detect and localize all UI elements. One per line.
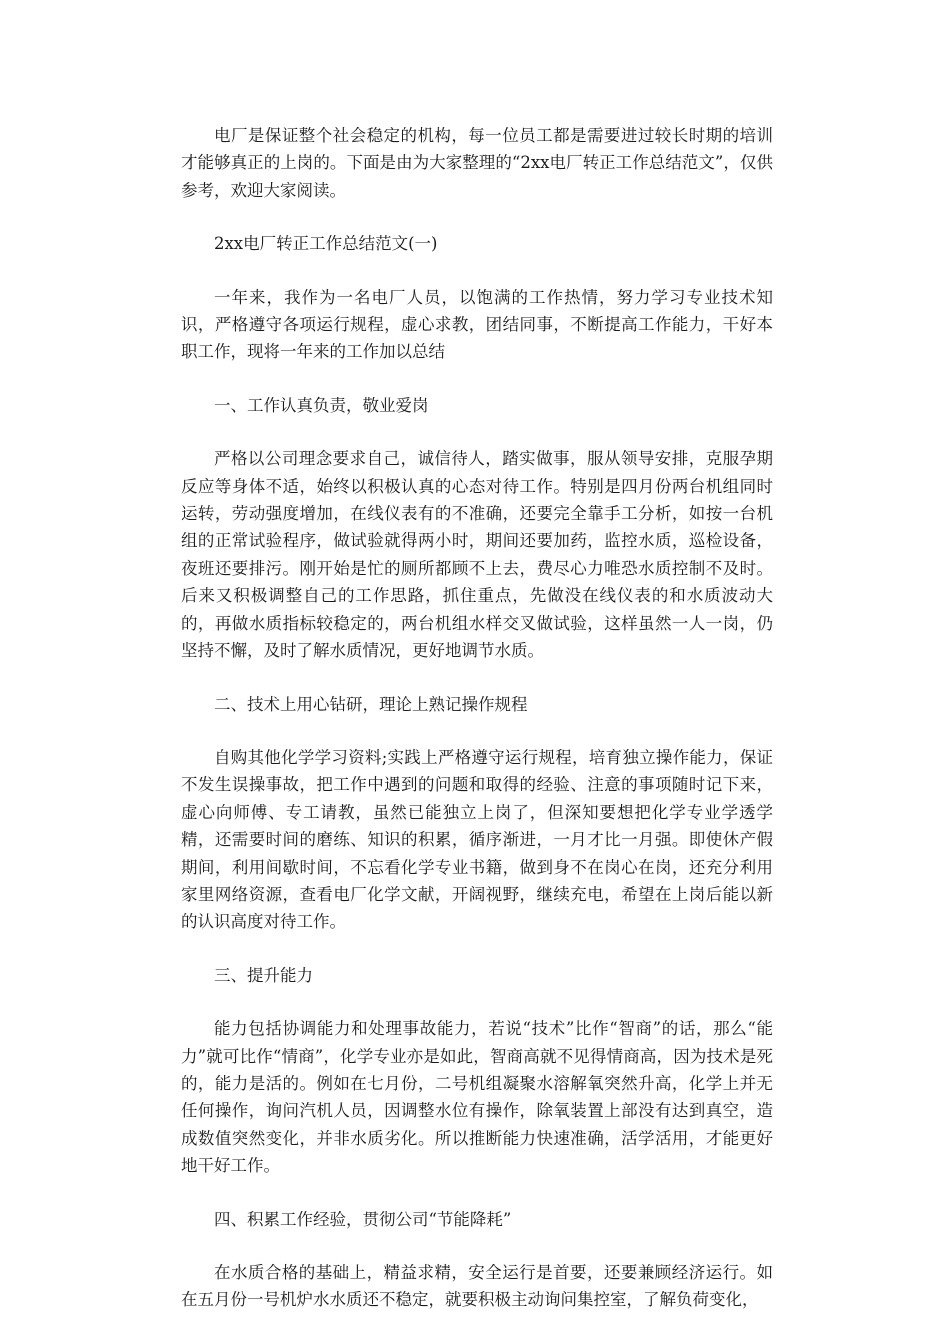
intro-paragraph: 电厂是保证整个社会稳定的机构，每一位员工都是需要进过较长时期的培训才能够真正的上岗的。下面是由为大家整理的“2xx电厂转正工作总结范文”，仅供参考，欢迎大家阅读。 [181,126,773,200]
section-2-body: 自购其他化学学习资料;实践上严格遵守运行规程，培育独立操作能力，保证不发生误操事故，把工作中遇到的问题和取得的经验、注意的事项随时记下来，虚心向师傅、专工请教，虽然已能独立上岗了，但深知要想把化学专业学透学精，还需要时间的磨练、知识的积累，循序渐进，一月才比一月强。即使休产假期间，利用间歇时间，不忘看化学专业书籍，做到身不在岗心在岗，还充分利用家里网络资源，查看电厂化学文献，开阔视野，继续充电，希望在上岗后能以新的认识高度对待工作。 [181,747,773,932]
document-title: 2xx电厂转正工作总结范文(一) [214,234,438,254]
section-1-heading: 一、工作认真负责，敬业爱岗 [214,395,429,415]
section-3-body: 能力包括协调能力和处理事故能力，若说“技术”比作“智商”的话，那么“能力”就可比作“情商”，化学专业亦是如此，智商高就不见得情商高，因为技术是死的，能力是活的。例如在七月份，二号机组凝聚水溶解氧突然升高，化学上并无任何操作，询问汽机人员，因调整水位有操作，除氧装置上部没有达到真空，造成数值突然变化，并非水质劣化。所以推断能力快速准确，活学活用，才能更好地干好工作。 [181,1019,773,1176]
document-page [181,122,773,1340]
section-2-heading: 二、技术上用心钻研，理论上熟记操作规程 [214,694,528,714]
section-3-heading: 三、提升能力 [214,965,313,985]
opening-paragraph: 一年来，我作为一名电厂人员，以饱满的工作热情，努力学习专业技术知识，严格遵守各项运行规程，虚心求教，团结同事，不断提高工作能力，干好本职工作，现将一年来的工作加以总结 [181,287,773,362]
section-4-body: 在水质合格的基础上，精益求精，安全运行是首要，还要兼顾经济运行。如在五月份一号机炉水水质还不稳定，就要积极主动询问集控室，了解负荷变化， [181,1263,773,1310]
section-1-body: 严格以公司理念要求自己，诚信待人，踏实做事，服从领导安排，克服孕期反应等身体不适，始终以积极认真的心态对待工作。特别是四月份两台机组同时运转，劳动强度增加，在线仪表有的不准确，还要完全靠手工分析，如按一台机组的正常试验程序，做试验就得两小时，期间还要加药，监控水质，巡检设备，夜班还要排污。刚开始是忙的厕所都顾不上去，费尽心力唯恐水质控制不及时。后来又积极调整自己的工作思路，抓住重点，先做没在线仪表的和水质波动大的，再做水质指标较稳定的，两台机组水样交叉做试验，这样虽然一人一岗，仍坚持不懈，及时了解水质情况，更好地调节水质。 [181,449,773,661]
section-4-heading: 四、积累工作经验，贯彻公司“节能降耗” [214,1209,512,1229]
